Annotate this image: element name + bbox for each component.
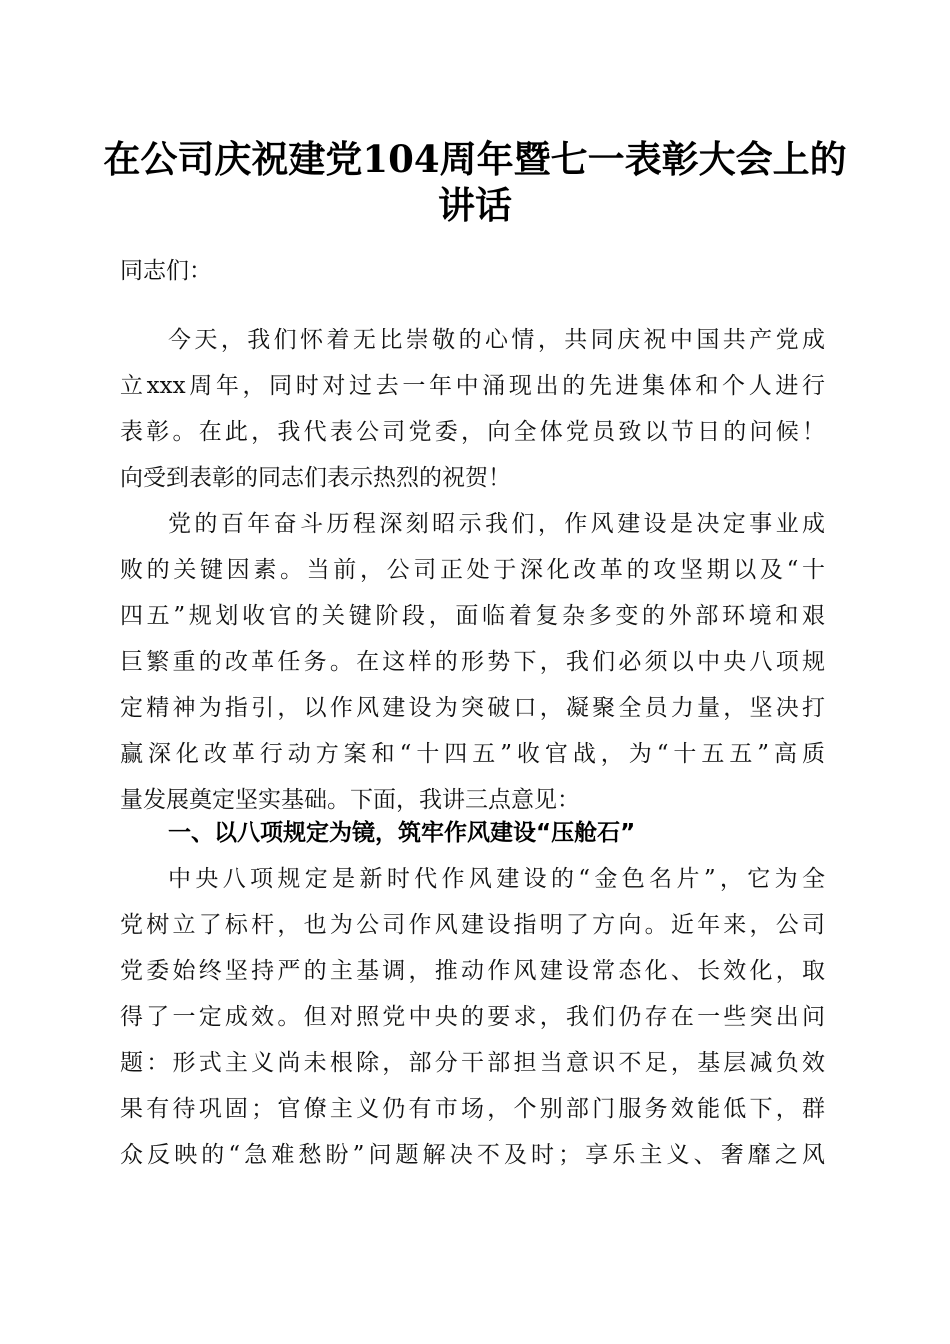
section-heading-1: 一、以八项规定为镜，筑牢作风建设“压舱石” <box>168 820 636 846</box>
paragraph-3-line-6: 果有待巩固；官僚主义仍有市场，个别部门服务效能低下，群 <box>120 1096 825 1122</box>
paragraph-2-line-1: 党的百年奋斗历程深刻昭示我们，作风建设是决定事业成 <box>168 511 825 537</box>
paragraph-1-line-4: 向受到表彰的同志们表示热烈的祝贺！ <box>120 465 511 491</box>
paragraph-2-line-7: 量发展奠定坚实基础。下面，我讲三点意见： <box>120 787 580 813</box>
paragraph-3-line-3: 党委始终坚持严的主基调，推动作风建设常态化、长效化，取 <box>120 958 825 984</box>
paragraph-2-line-5: 定精神为指引，以作风建设为突破口，凝聚全员力量，坚决打 <box>120 695 825 721</box>
paragraph-3-line-2: 党树立了标杆，也为公司作风建设指明了方向。近年来，公司 <box>120 912 825 938</box>
paragraph-3-line-4: 得了一定成效。但对照党中央的要求，我们仍存在一些突出问 <box>120 1004 825 1030</box>
salutation: 同志们： <box>120 258 212 284</box>
paragraph-2-line-4: 巨繁重的改革任务。在这样的形势下，我们必须以中央八项规 <box>120 649 825 675</box>
paragraph-2-line-2: 败的关键因素。当前，公司正处于深化改革的攻坚期以及“十 <box>120 557 825 583</box>
paragraph-3-line-1: 中央八项规定是新时代作风建设的“金色名片”，它为全 <box>168 866 825 892</box>
paragraph-1-line-1: 今天，我们怀着无比崇敬的心情，共同庆祝中国共产党成 <box>168 327 825 353</box>
paragraph-3-line-5: 题：形式主义尚未根除，部分干部担当意识不足，基层减负效 <box>120 1050 825 1076</box>
paragraph-2-line-6: 赢深化改革行动方案和“十四五”收官战，为“十五五”高质 <box>120 741 825 767</box>
paragraph-2-line-3: 四五”规划收官的关键阶段，面临着复杂多变的外部环境和艰 <box>120 603 825 629</box>
paragraph-3-line-7: 众反映的“急难愁盼”问题解决不及时；享乐主义、奢靡之风 <box>120 1142 825 1168</box>
paragraph-1-line-2: 立xxx周年，同时对过去一年中涌现出的先进集体和个人进行 <box>120 373 825 399</box>
paragraph-1-line-3: 表彰。在此，我代表公司党委，向全体党员致以节日的问候！ <box>120 419 825 445</box>
document-title-line-2: 讲话 <box>438 183 512 227</box>
document-title-line-1: 在公司庆祝建党104周年暨七一表彰大会上的 <box>103 137 847 181</box>
